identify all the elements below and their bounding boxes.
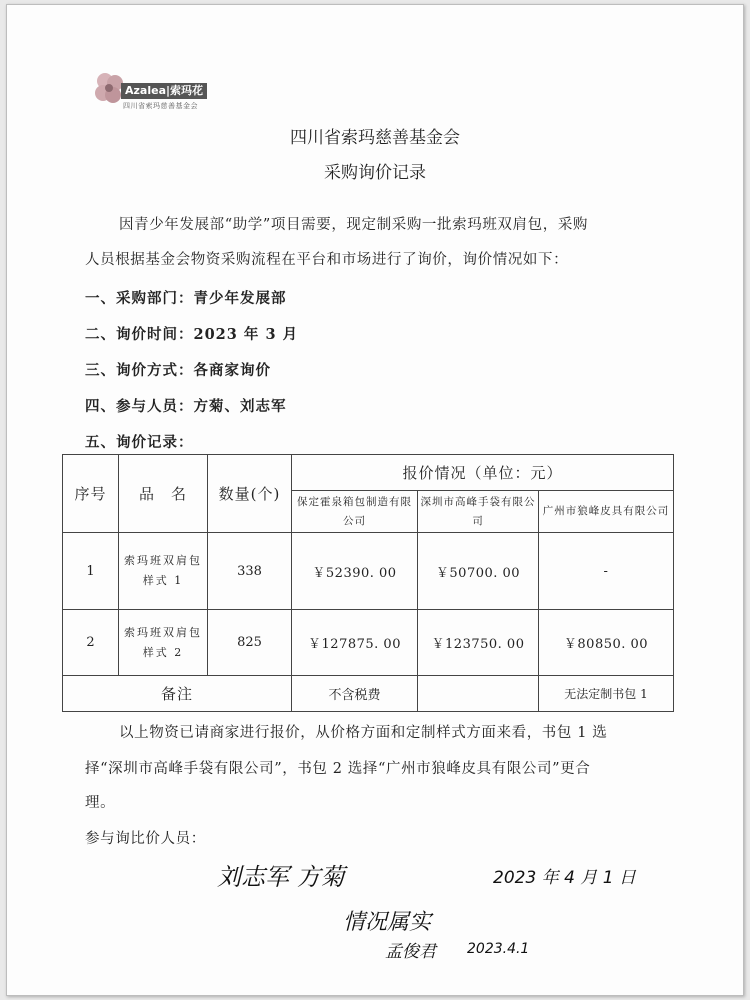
document-page [6,4,744,996]
cell-price-vendor-2: ￥123750. 00 [418,610,539,676]
cell-price-vendor-3: ￥80850. 00 [539,610,674,676]
document-title: 四川省索玛慈善基金会 [290,128,460,148]
header-quote: 报价情况（单位：元） [292,455,674,491]
cell-price-vendor-2: ￥50700. 00 [418,533,539,610]
table-row [63,533,674,610]
remark-vendor-3: 无法定制书包 1 [539,676,674,712]
intro-line-1: 因青少年发展部“助学”项目需要，现定制采购一批索玛班双肩包，采购 [119,217,589,233]
logo-subtitle: 四川省索玛慈善基金会 [123,102,198,110]
participants-label: 参与询比价人员： [85,831,206,847]
remark-vendor-1: 不含税费 [292,676,418,712]
cell-no: 2 [63,610,119,676]
item-inquiry-method: 三、询价方式：各商家询价 [85,362,271,379]
document-subtitle: 采购询价记录 [324,163,426,183]
cell-price-vendor-3: - [539,533,674,610]
remark-label: 备注 [63,676,292,712]
cell-qty: 338 [208,533,292,610]
header-no: 序号 [63,455,119,533]
cell-name: 索玛班双肩包样式 1 [119,533,208,610]
handwritten-approver-date: 2023.4.1 [467,941,530,957]
cell-name: 索玛班双肩包样式 2 [119,610,208,676]
conclusion-line-1: 以上物资已请商家进行报价，从价格方面和定制样式方面来看，书包 1 选 [119,725,608,741]
handwritten-date: 2023 年 4 月 1 日 [493,868,636,888]
cell-price-vendor-1: ￥127875. 00 [292,610,418,676]
logo-brand-text: Azalea|索玛花 [121,83,207,99]
header-qty: 数量(个) [208,455,292,533]
header-name: 品 名 [119,455,208,533]
item-inquiry-time: 二、询价时间：2023 年 3 月 [85,326,299,343]
intro-line-2: 人员根据基金会物资采购流程在平台和市场进行了询价，询价情况如下： [85,252,569,268]
header-vendor-1: 保定霍泉箱包制造有限公司 [292,491,418,533]
quotation-table [62,454,674,712]
conclusion-line-3: 理。 [85,795,116,811]
item-participants: 四、参与人员：方菊、刘志军 [85,398,287,415]
table-row [63,610,674,676]
cell-qty: 825 [208,610,292,676]
item-department: 一、采购部门：青少年发展部 [85,290,287,307]
conclusion-line-2: 择“深圳市高峰手袋有限公司”，书包 2 选择“广州市狼峰皮具有限公司”更合 [85,761,591,777]
cell-price-vendor-1: ￥52390. 00 [292,533,418,610]
handwritten-note: 情况属实 [343,910,432,935]
remark-vendor-2 [418,676,539,712]
handwritten-names: 刘志军 方菊 [217,863,345,891]
handwritten-approver: 孟俊君 [385,942,436,962]
header-vendor-2: 深圳市高峰手袋有限公司 [418,491,539,533]
remark-row [63,676,674,712]
item-inquiry-record: 五、询价记录： [85,434,194,451]
cell-no: 1 [63,533,119,610]
foundation-logo [91,71,231,113]
header-vendor-3: 广州市狼峰皮具有限公司 [539,491,674,533]
